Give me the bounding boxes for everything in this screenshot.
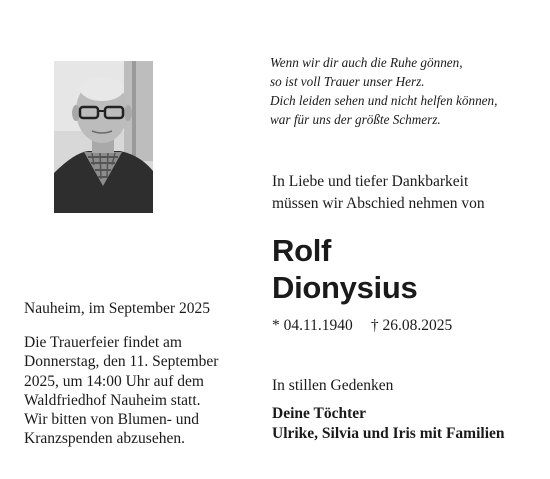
first-name: Rolf [272,233,332,268]
death-date: 26.08.2025 [382,317,453,334]
poem-line: war für uns der größte Schmerz. [270,112,441,127]
deceased-name [272,232,417,306]
funeral-line: 2025, um 14:00 Uhr auf dem [24,372,204,390]
funeral-line: Waldfriedhof Nauheim statt. [24,391,201,409]
birth-star-icon: * [272,317,280,334]
portrait-image [54,61,153,213]
life-dates [272,316,452,336]
funeral-line: Die Trauerfeier findet am [24,334,182,351]
poem-line: so ist voll Trauer unser Herz. [270,74,425,89]
family-line: Deine Töchter [272,405,366,422]
place-date: Nauheim, im September 2025 [24,300,210,317]
last-name: Dionysius [272,270,418,305]
intro-line: In Liebe und tiefer Dankbarkeit [272,173,469,190]
memory-text: In stillen Gedenken [272,377,394,394]
intro-line: müssen wir Abschied nehmen von [272,195,485,212]
cross-icon: † [370,317,379,334]
poem-line: Dich leiden sehen und nicht helfen können, [270,93,498,108]
intro-text [272,171,542,215]
poem-line: Wenn wir dir auch die Ruhe gönnen, [270,55,463,70]
birth-date: 04.11.1940 [283,317,353,334]
family-signature [272,404,505,444]
family-line: Ulrike, Silvia und Iris mit Familien [272,425,505,442]
funeral-info [24,333,249,449]
funeral-line: Wir bitten von Blumen- und [24,411,200,429]
portrait-photo [54,61,153,213]
poem [270,53,540,129]
funeral-line: Donnerstag, den 11. September [24,353,219,371]
funeral-line: Kranzspenden abzusehen. [24,430,185,448]
